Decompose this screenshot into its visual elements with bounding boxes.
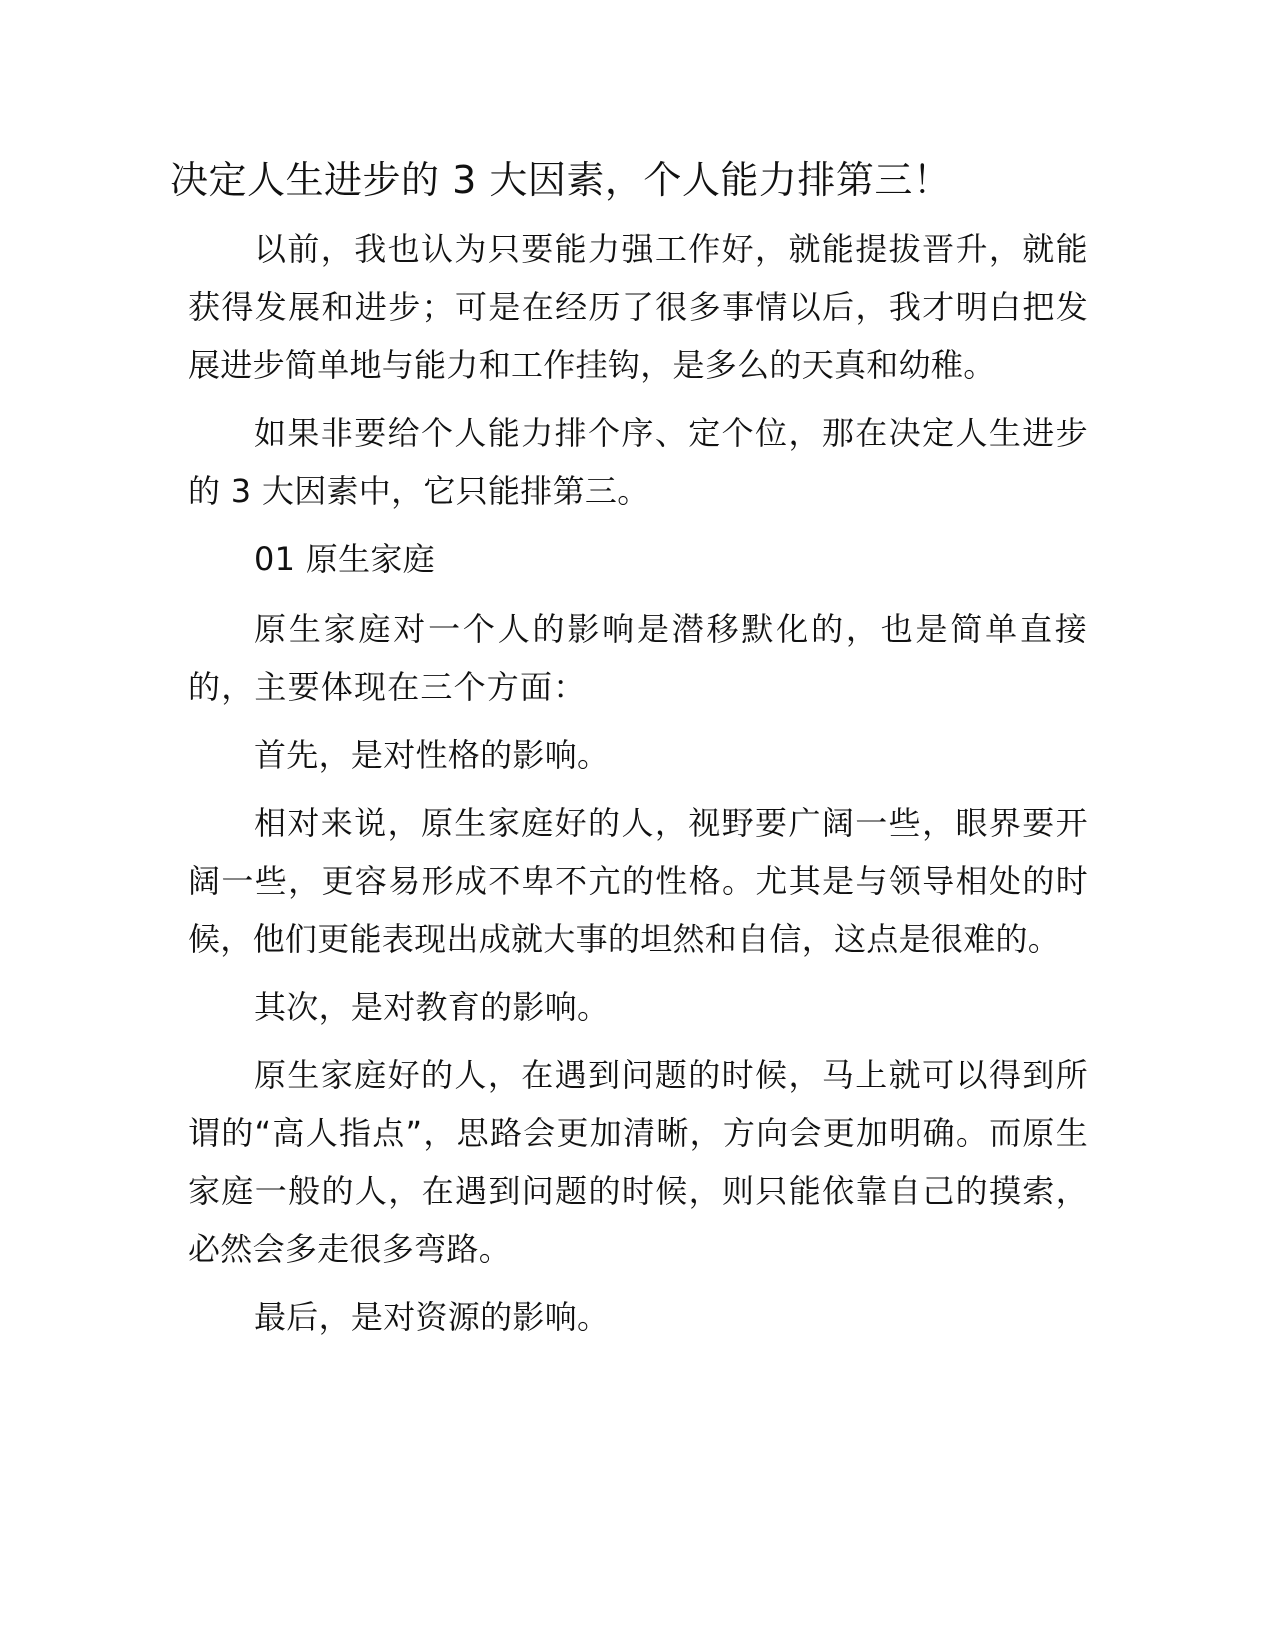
section-heading-01: 01 原生家庭 — [254, 540, 435, 578]
paragraph-resources: 最后，是对资源的影响。 — [254, 1298, 610, 1336]
paragraph-education-detail: 原生家庭好的人，在遇到问题的时候，马上就可以得到所谓的“高人指点”，思路会更加清晰，方向会更加明确。而原生家庭一般的人，在遇到问题的时候，则只能依靠自己的摸索，必然会多走很多弯路。 — [188, 1056, 1088, 1268]
paragraph-intro: 以前，我也认为只要能力强工作好，就能提拔晋升，就能获得发展和进步；可是在经历了很多事情以后，我才明白把发展进步简单地与能力和工作挂钩，是多么的天真和幼稚。 — [188, 230, 1088, 384]
paragraph-ranking: 如果非要给个人能力排个序、定个位，那在决定人生进步的 3 大因素中，它只能排第三。 — [188, 414, 1088, 510]
document-body — [188, 220, 1088, 1356]
paragraph-personality: 首先，是对性格的影响。 — [254, 736, 610, 774]
paragraph-family-influence: 原生家庭对一个人的影响是潜移默化的，也是简单直接的，主要体现在三个方面： — [188, 610, 1088, 706]
paragraph-personality-detail: 相对来说，原生家庭好的人，视野要广阔一些，眼界要开阔一些，更容易形成不卑不亢的性格。尤其是与领导相处的时候，他们更能表现出成就大事的坦然和自信，这点是很难的。 — [188, 804, 1088, 958]
document-title: 决定人生进步的 3 大因素，个人能力排第三！ — [170, 158, 952, 202]
paragraph-education: 其次，是对教育的影响。 — [254, 988, 610, 1026]
